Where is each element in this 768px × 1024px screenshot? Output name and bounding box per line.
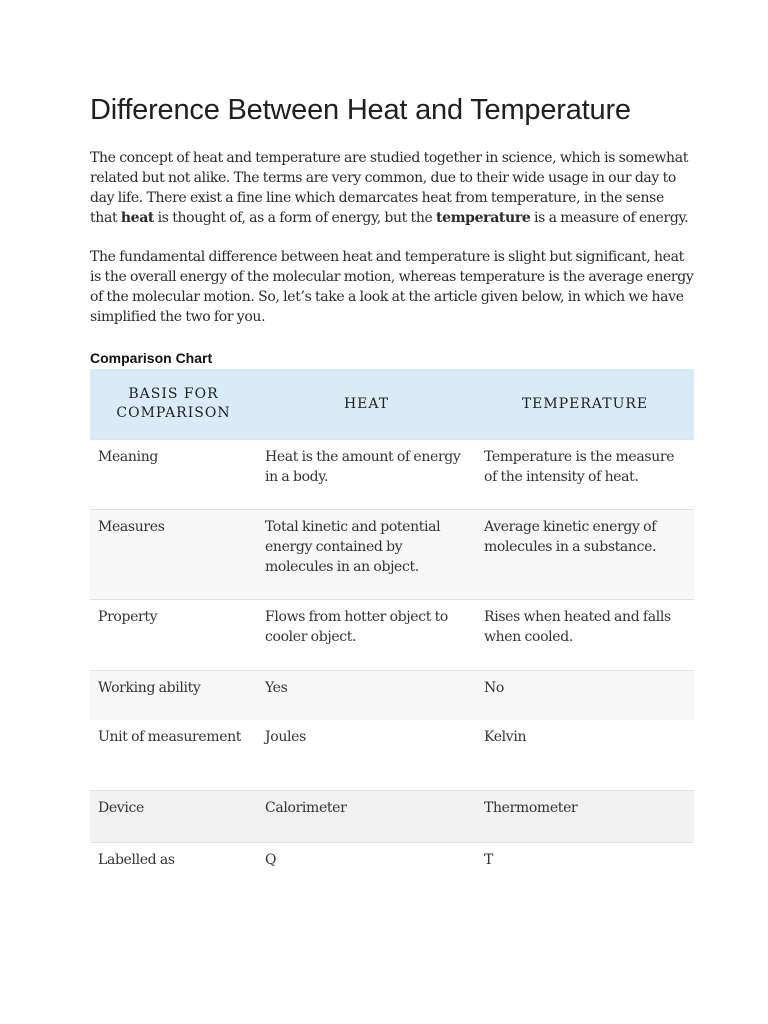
row-temperature-cell: T [476, 843, 694, 891]
table-row [90, 600, 694, 671]
row-heat-cell: Heat is the amount of energy in a body. [257, 440, 476, 510]
intro-text-2: is thought of, as a form of energy, but the [154, 210, 437, 226]
row-heat-cell: Flows from hotter object to cooler object. [257, 600, 476, 671]
row-basis-cell: Labelled as [90, 843, 257, 891]
table-row [90, 843, 694, 891]
row-temperature-cell: Temperature is the measure of the intensity of heat. [476, 440, 694, 510]
row-basis-cell: Meaning [90, 440, 257, 510]
table-row [90, 671, 694, 721]
row-basis-cell: Device [90, 791, 257, 843]
header-heat: HEAT [257, 369, 476, 440]
row-heat-cell: Total kinetic and potential energy contained by molecules in an object. [257, 510, 476, 600]
table-row [90, 440, 694, 510]
article [90, 92, 694, 890]
row-temperature-cell: No [476, 671, 694, 721]
intro-text-1: The concept of heat and temperature are studied together in science, which is somewhat related but not alike. The terms are very common, due to their wide usage in our day to day life. There exist a fine line which demarcates heat from temperature, in the sense that [90, 150, 688, 226]
row-temperature-cell: Thermometer [476, 791, 694, 843]
row-basis-cell: Measures [90, 510, 257, 600]
header-basis: BASIS FOR COMPARISON [90, 369, 257, 440]
table-header-row [90, 369, 694, 440]
intro-paragraph [90, 148, 694, 228]
row-temperature-cell: Kelvin [476, 720, 694, 791]
row-basis-cell: Property [90, 600, 257, 671]
bold-term-temperature: temperature [436, 210, 531, 226]
table-row [90, 720, 694, 791]
row-heat-cell: Yes [257, 671, 476, 721]
row-basis-cell: Working ability [90, 671, 257, 721]
row-heat-cell: Q [257, 843, 476, 891]
comparison-chart-heading: Comparison Chart [90, 350, 213, 366]
row-basis-cell: Unit of measurement [90, 720, 257, 791]
table-row [90, 510, 694, 600]
summary-paragraph: The fundamental difference between heat and temperature is slight but significant, heat is the overall energy of the molecular motion, whereas temperature is the average energy of the molecular motion. So, let’s take a look at the article given below, in which we have simplified the two for you. [90, 249, 694, 325]
intro-text-3: is a measure of energy. [530, 210, 689, 226]
table-row [90, 791, 694, 843]
header-temperature: TEMPERATURE [476, 369, 694, 440]
page-title: Difference Between Heat and Temperature [90, 94, 631, 126]
row-heat-cell: Joules [257, 720, 476, 791]
row-heat-cell: Calorimeter [257, 791, 476, 843]
row-temperature-cell: Rises when heated and falls when cooled. [476, 600, 694, 671]
bold-term-heat: heat [120, 210, 155, 226]
row-temperature-cell: Average kinetic energy of molecules in a substance. [476, 510, 694, 600]
comparison-table [90, 369, 694, 890]
